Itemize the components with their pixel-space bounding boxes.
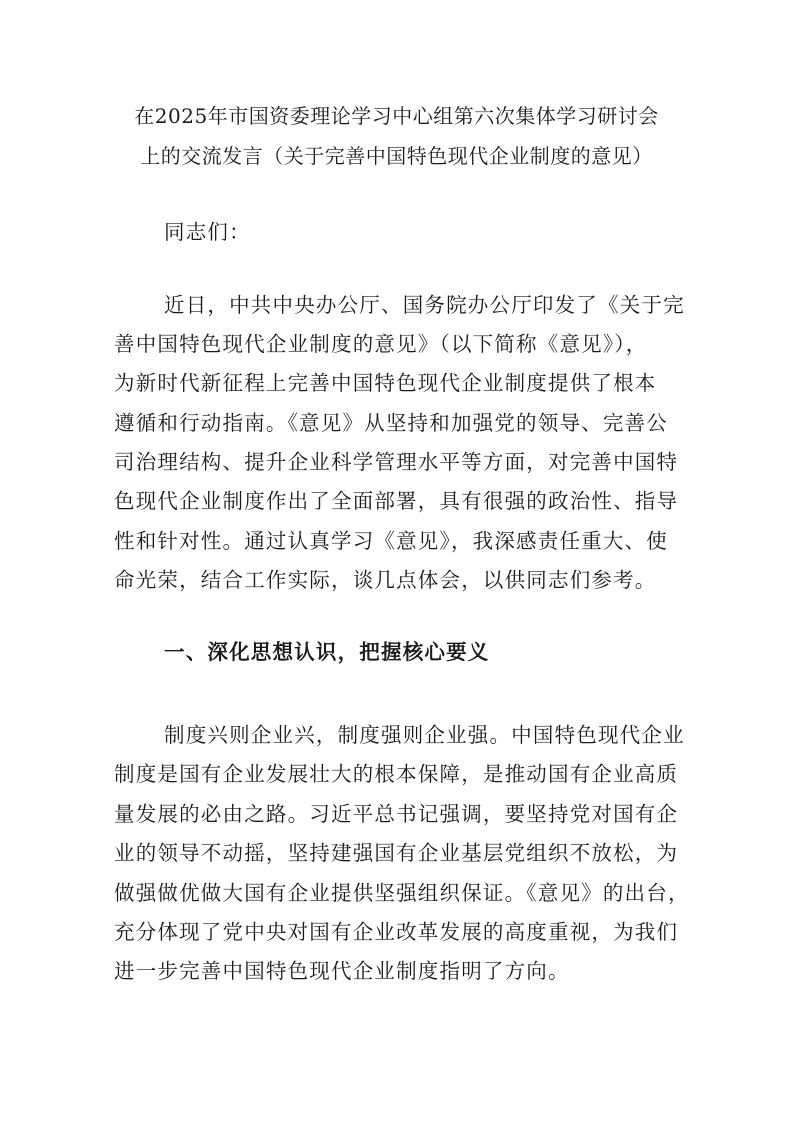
title-line: 上的交流发言（关于完善中国特色现代企业制度的意见） bbox=[140, 144, 653, 168]
paragraph-line: 命光荣，结合工作实际，谈几点体会，以供同志们参考。 bbox=[114, 568, 657, 592]
paragraph-line: 遵循和行动指南。《意见》从坚持和加强党的领导、完善公 bbox=[114, 411, 668, 435]
section-heading: 一、深化思想认识，把握核心要义 bbox=[164, 640, 490, 664]
title-line: 在2025年市国资委理论学习中心组第六次集体学习研讨会 bbox=[134, 104, 659, 128]
paragraph-line: 制度是国有企业发展壮大的根本保障，是推动国有企业高质 bbox=[114, 762, 679, 786]
paragraph-line: 量发展的必由之路。习近平总书记强调，要坚持党对国有企 bbox=[114, 802, 679, 826]
paragraph-line: 性和针对性。通过认真学习《意见》，我深感责任重大、使 bbox=[114, 529, 668, 553]
paragraph-line: 制度兴则企业兴，制度强则企业强。中国特色现代企业 bbox=[164, 723, 685, 747]
paragraph-line: 为新时代新征程上完善中国特色现代企业制度提供了根本 bbox=[114, 371, 657, 395]
paragraph-line: 做强做优做大国有企业提供坚强组织保证。《意见》的出台， bbox=[114, 881, 690, 905]
document-title bbox=[60, 96, 733, 176]
paragraph-line: 色现代企业制度作出了全面部署，具有很强的政治性、指导 bbox=[114, 489, 679, 513]
paragraph-line: 善中国特色现代企业制度的意见》（以下简称《意见》）， bbox=[114, 332, 648, 356]
paragraph-line: 业的领导不动摇，坚持建强国有企业基层党组织不放松，为 bbox=[114, 841, 679, 865]
paragraph-line: 近日，中共中央办公厅、国务院办公厅印发了《关于完 bbox=[164, 293, 685, 317]
paragraph-line: 充分体现了党中央对国有企业改革发展的高度重视，为我们 bbox=[114, 920, 679, 944]
salutation: 同志们： bbox=[164, 220, 251, 244]
paragraph-line: 进一步完善中国特色现代企业制度指明了方向。 bbox=[114, 959, 570, 983]
paragraph-line: 司治理结构、提升企业科学管理水平等方面，对完善中国特 bbox=[114, 450, 679, 474]
